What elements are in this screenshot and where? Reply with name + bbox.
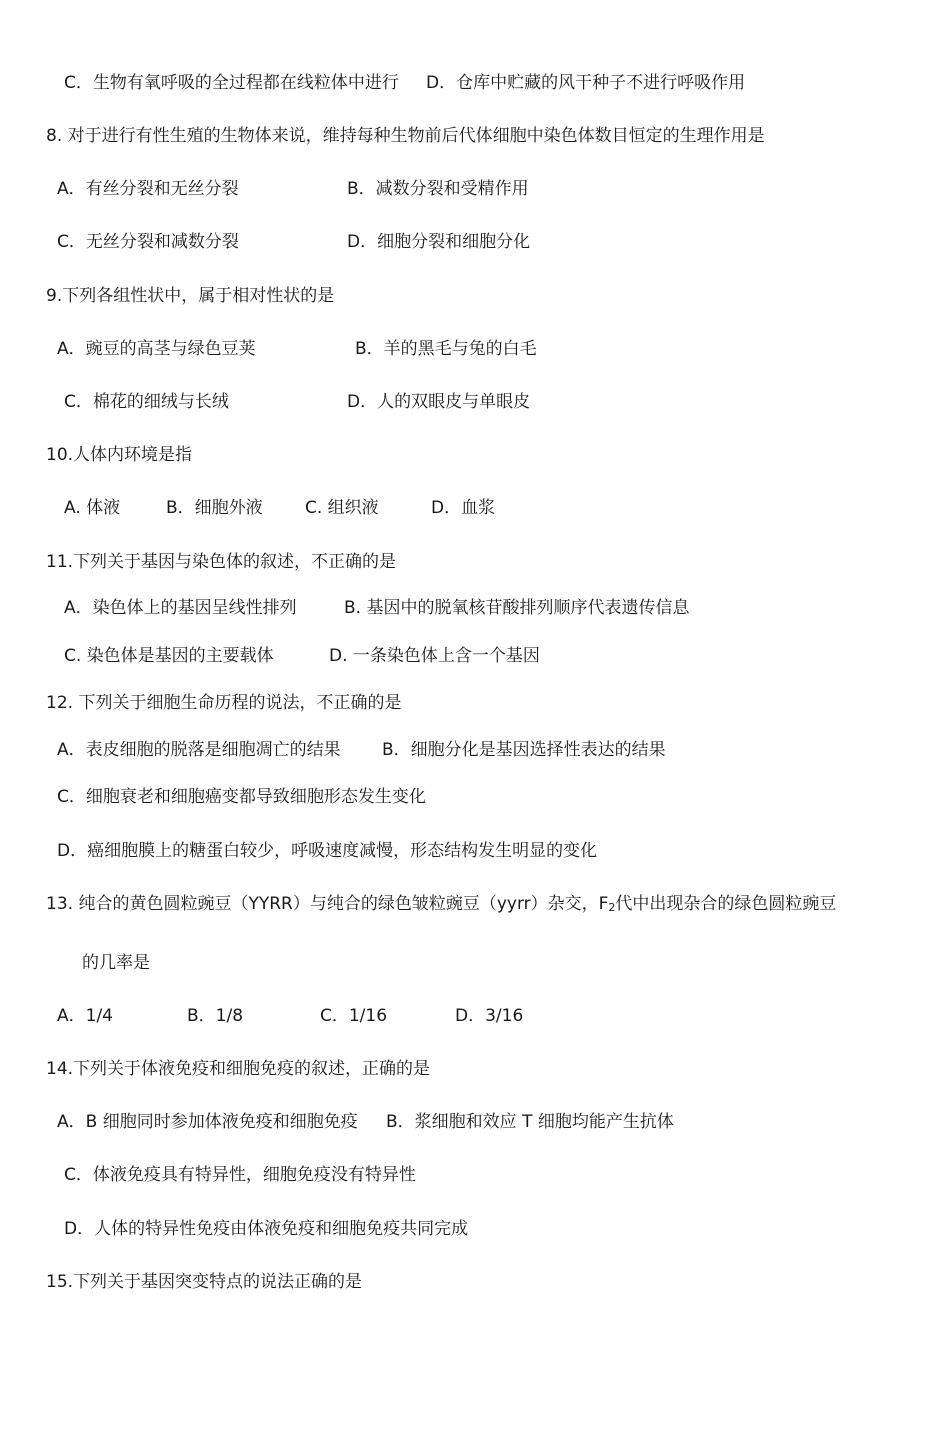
q12-option-d: D．癌细胞膜上的糖蛋白较少，呼吸速度减慢，形态结构发生明显的变化 bbox=[57, 841, 598, 861]
q9-option-c: C．棉花的细绒与长绒 bbox=[64, 392, 229, 412]
q11-option-c: C. 染色体是基因的主要载体 bbox=[64, 646, 274, 666]
q13-option-a: A．1/4 bbox=[57, 1006, 113, 1026]
q8-option-a: A．有丝分裂和无丝分裂 bbox=[57, 179, 239, 199]
q7-option-d: D．仓库中贮藏的风干种子不进行呼吸作用 bbox=[426, 73, 746, 93]
q14-option-a: A．B 细胞同时参加体液免疫和细胞免疫 bbox=[57, 1112, 358, 1132]
q13-option-c: C．1/16 bbox=[320, 1006, 388, 1026]
q10-option-b: B．细胞外液 bbox=[166, 498, 263, 518]
q12-option-a: A．表皮细胞的脱落是细胞凋亡的结果 bbox=[57, 740, 341, 760]
q9-stem: 9.下列各组性状中，属于相对性状的是 bbox=[46, 286, 335, 306]
q7-option-c: C．生物有氧呼吸的全过程都在线粒体中进行 bbox=[64, 73, 399, 93]
q13-stem-part-a: 13. 纯合的黄色圆粒豌豆（YYRR）与纯合的绿色皱粒豌豆（yyrr）杂交，F bbox=[46, 894, 609, 914]
q8-option-d: D．细胞分裂和细胞分化 bbox=[347, 232, 531, 252]
q9-option-a: A．豌豆的高茎与绿色豆荚 bbox=[57, 339, 256, 359]
q13-option-b: B．1/8 bbox=[187, 1006, 244, 1026]
q11-option-d: D. 一条染色体上含一个基因 bbox=[329, 646, 540, 666]
q10-stem: 10.人体内环境是指 bbox=[46, 445, 193, 465]
q14-option-d: D．人体的特异性免疫由体液免疫和细胞免疫共同完成 bbox=[64, 1219, 469, 1239]
q15-stem: 15.下列关于基因突变特点的说法正确的是 bbox=[46, 1272, 363, 1292]
q12-stem: 12. 下列关于细胞生命历程的说法，不正确的是 bbox=[46, 693, 402, 713]
q14-option-b: B．浆细胞和效应 T 细胞均能产生抗体 bbox=[386, 1112, 674, 1132]
q9-option-d: D．人的双眼皮与单眼皮 bbox=[347, 392, 531, 412]
q11-stem: 11.下列关于基因与染色体的叙述，不正确的是 bbox=[46, 552, 397, 572]
q14-stem: 14.下列关于体液免疫和细胞免疫的叙述，正确的是 bbox=[46, 1059, 431, 1079]
q10-option-c: C. 组织液 bbox=[305, 498, 379, 518]
q11-option-b: B. 基因中的脱氧核苷酸排列顺序代表遗传信息 bbox=[344, 598, 690, 618]
q14-option-c: C．体液免疫具有特异性，细胞免疫没有特异性 bbox=[64, 1165, 416, 1185]
q8-option-c: C．无丝分裂和减数分裂 bbox=[57, 232, 239, 252]
q13-stem-part-b: 代中出现杂合的绿色圆粒豌豆 bbox=[615, 894, 837, 914]
q12-option-b: B．细胞分化是基因选择性表达的结果 bbox=[382, 740, 666, 760]
q9-option-b: B．羊的黑毛与兔的白毛 bbox=[355, 339, 537, 359]
q11-option-a: A．染色体上的基因呈线性排列 bbox=[64, 598, 297, 618]
q10-option-a: A. 体液 bbox=[64, 498, 121, 518]
q12-option-c: C．细胞衰老和细胞癌变都导致细胞形态发生变化 bbox=[57, 787, 426, 807]
q10-option-d: D．血浆 bbox=[431, 498, 496, 518]
q13-stem-continued: 的几率是 bbox=[82, 953, 150, 973]
q13-stem-subscript: 2 bbox=[608, 901, 616, 914]
q13-option-d: D．3/16 bbox=[455, 1006, 524, 1026]
q8-stem: 8. 对于进行有性生殖的生物体来说，维持每种生物前后代体细胞中染色体数目恒定的生理作用是 bbox=[46, 126, 765, 146]
q8-option-b: B．减数分裂和受精作用 bbox=[347, 179, 529, 199]
q13-stem bbox=[46, 893, 836, 919]
